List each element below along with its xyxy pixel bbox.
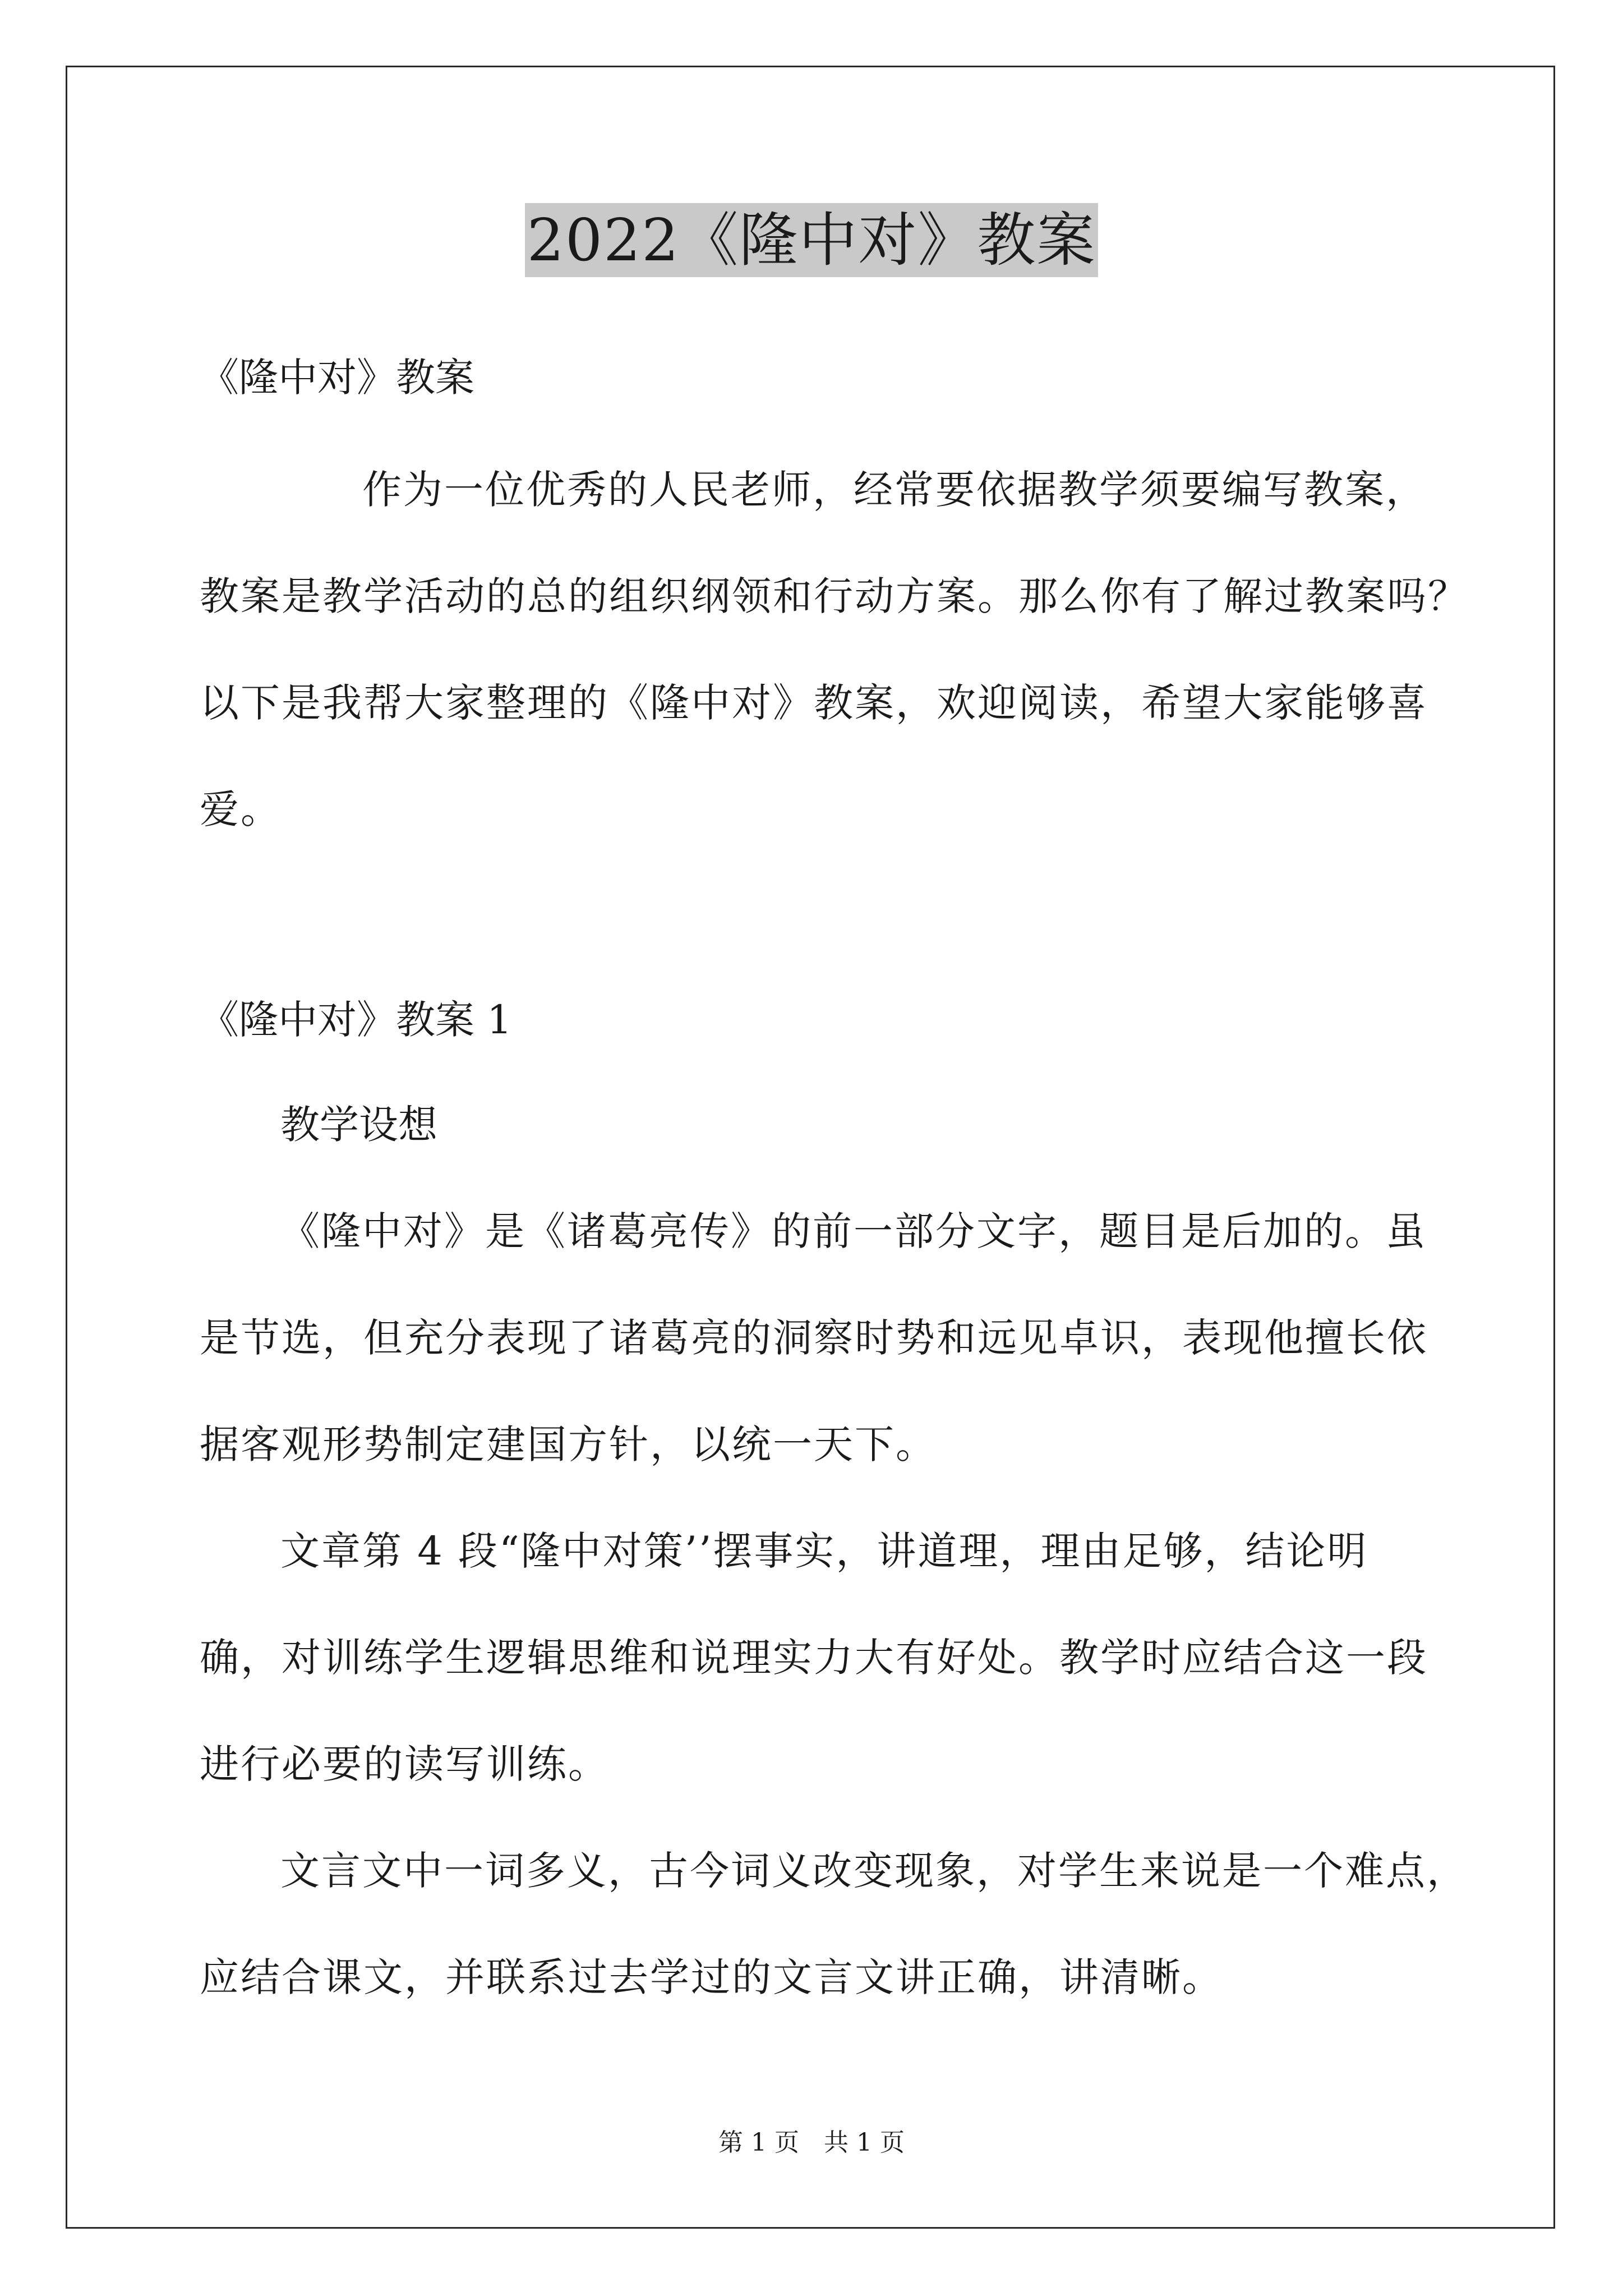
para1-line-1: 《隆中对》是《诸葛亮传》的前一部分文字，题目是后加的。虽 bbox=[280, 1208, 1427, 1254]
section-heading: 《隆中对》教案 1 bbox=[200, 997, 512, 1043]
title-container bbox=[0, 203, 1623, 277]
para2-line-3: 进行必要的读写训练。 bbox=[200, 1741, 609, 1787]
para2-line-1: 文章第 4 段“隆中对策’’摆事实，讲道理，理由足够，结论明 bbox=[280, 1528, 1368, 1574]
page-footer: 第 1 页 共 1 页 bbox=[718, 2128, 905, 2157]
paragraph-2 bbox=[200, 1498, 1433, 1818]
intro-line-2: 教案是教学活动的总的组织纲领和行动方案。那么你有了解过教案吗？ bbox=[200, 573, 1469, 619]
section-subheading: 教学设想 bbox=[280, 1102, 437, 1148]
document-title: 2022《隆中对》教案 bbox=[525, 203, 1099, 277]
intro-line-3: 以下是我帮大家整理的《隆中对》教案，欢迎阅读，希望大家能够喜 bbox=[200, 680, 1428, 726]
intro-paragraph bbox=[200, 436, 1469, 863]
paragraph-1 bbox=[200, 1178, 1433, 1498]
para1-line-2: 是节选，但充分表现了诸葛亮的洞察时势和远见卓识，表现他擅长依 bbox=[200, 1315, 1428, 1361]
intro-line-4: 爱。 bbox=[200, 786, 282, 832]
para3-line-1: 文言文中一词多义，古今词义改变现象，对学生来说是一个难点， bbox=[280, 1848, 1468, 1894]
intro-line-1: 作为一位优秀的人民老师，经常要依据教学须要编写教案， bbox=[362, 467, 1427, 513]
para2-line-2: 确，对训练学生逻辑思维和说理实力大有好处。教学时应结合这一段 bbox=[200, 1635, 1428, 1681]
document-subtitle: 《隆中对》教案 bbox=[200, 355, 474, 401]
para3-line-2: 应结合课文，并联系过去学过的文言文讲正确，讲清晰。 bbox=[200, 1954, 1223, 2000]
para1-line-3: 据客观形势制定建国方针，以统一天下。 bbox=[200, 1421, 937, 1467]
paragraph-3 bbox=[200, 1818, 1468, 2031]
